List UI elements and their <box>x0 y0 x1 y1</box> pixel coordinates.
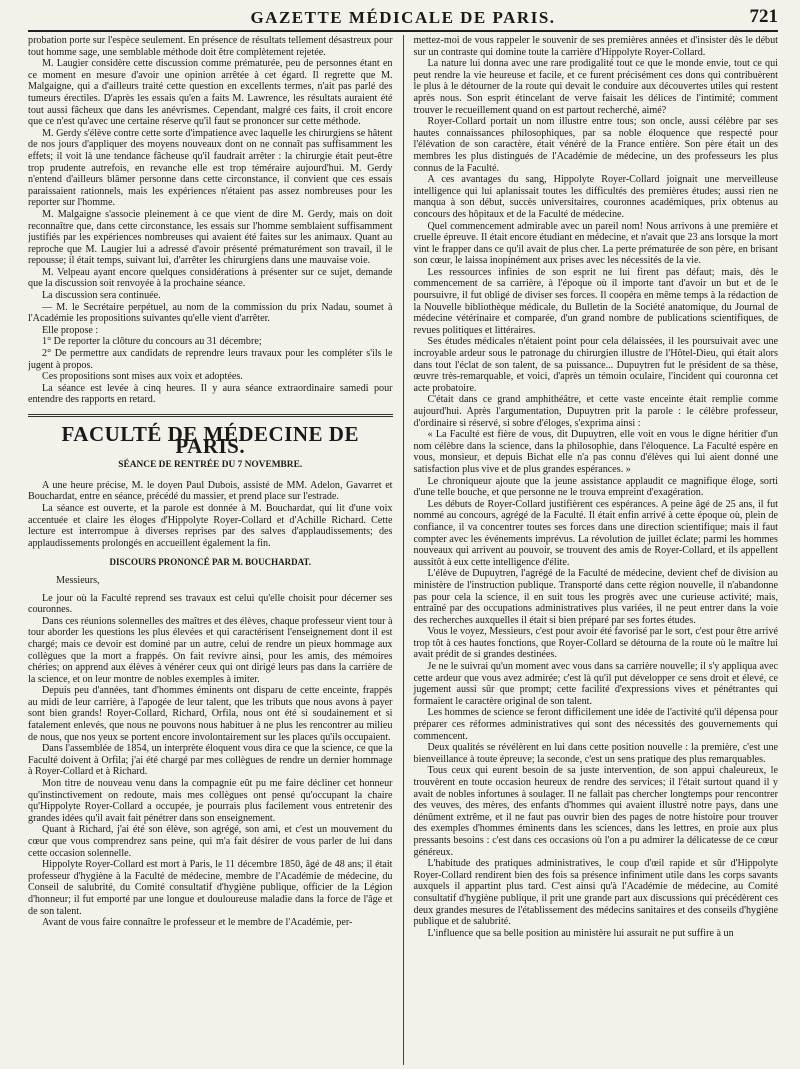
paragraph: A ces avantages du sang, Hippolyte Royer-Collard joignait une merveilleuse intelligence qui lui aplanissait toutes les difficultés des premières études; aussi rien ne manqua à son début, succès universitaires, couronnes académiques, prix obtenus au concours des hôpitaux et de la Faculté de médecine. <box>413 174 778 220</box>
paragraph: mettez-moi de vous rappeler le souvenir de ses premières années et d'insister dès le début sur un contraste qui domine toute la carrière d'Hippolyte Royer-Collard. <box>413 35 778 58</box>
paragraph: Deux qualités se révélèrent en lui dans cette position nouvelle : la première, c'est une bienveillance à toute épreuve; la seconde, c'est un sens pratique des plus remarquables. <box>413 742 778 765</box>
paragraph: Les ressources infinies de son esprit ne lui firent pas défaut; mais, dès le commencement de sa carrière, à l'époque où il importe tant d'avoir un but et de le poursuivre, il fut obligé de diviser ses forces. Il coopéra en même temps à la rédaction de la Nouvelle bibliothèque médicale, du Bulletin de la Société anatomique, du Journal de médecine vétérinaire et comparée, d'un grand nombre de publications scientifiques, de revues politiques et littéraires. <box>413 266 778 336</box>
seance-heading: SÉANCE DE RENTRÉE DU 7 NOVEMBRE. <box>118 460 303 471</box>
faculty-heading: FACULTÉ DE MÉDECINE DE PARIS. <box>61 422 359 458</box>
paragraph: M. Malgaigne s'associe pleinement à ce que vient de dire M. Gerdy, mais on doit reconnaître que, dans cette circonstance, les essais sur l'homme semblaient suffisamment justifiés par les expériences nombreuses qui avaient été faites sur les animaux. Quant au reproche que M. Laugier lui a adressé d'avoir présenté prématurément son travail, il le repousse; il était temps, suivant lui, d'arrêter les chirurgiens dans une mauvaise voie. <box>28 208 393 267</box>
paragraph: Quant à Richard, j'ai été son élève, son agrégé, son ami, et c'est un mouvement du cœur que vous comprendrez sans peine, qui m'a fait désirer de vous parler de lui dans cette occasion solennelle. <box>28 824 393 859</box>
paragraph: La discussion sera continuée. <box>42 290 161 302</box>
paragraph: — M. le Secrétaire perpétuel, au nom de la commission du prix Nadau, soumet à l'Académie les propositions suivantes qu'elle vient d'arrêter. <box>28 301 393 325</box>
paragraph: La séance est ouverte, et la parole est donnée à M. Bouchardat, qui lit d'une voix accentuée et claire les éloges d'Hippolyte Royer-Collard et d'Achille Richard. Cette lecture est interrompue à diverses reprises par des salves d'applaudissements; des applaudissements prolongés en accueillent également la fin. <box>28 502 393 549</box>
speech-text-left <box>28 593 393 929</box>
paragraph: Dans l'assemblée de 1854, un interprète éloquent vous dira ce que la science, ce que la Faculté doivent à Orfila; j'ai été chargé par mes collègues de rendre un dernier hommage à Royer-Collard et à Richard. <box>28 743 393 778</box>
paragraph: 2° De permettre aux candidats de reprendre leurs travaux pour les compléter s'ils le jugent à propos. <box>28 348 393 371</box>
page-header <box>28 0 778 32</box>
speech-text-right <box>414 35 779 939</box>
paragraph: La nature lui donna avec une rare prodigalité tout ce que le monde envie, tout ce qui peut rendre la vie heureuse et facile, et ce furent précisément ces dons qui contribuèrent le plus à le détourner de la route qui devait le conduire aux découvertes utiles qui restent après nous. Son esprit étincelant de verve faisait les délices de l'intimité; comment trouver le recueillement quand on est partout recherché, aimé? <box>413 58 778 116</box>
paragraph: Vous le voyez, Messieurs, c'est pour avoir été favorisé par le sort, c'est pour être arrivé trop tôt à ces hautes fonctions, que Royer-Collard se détourna de la route où le maître lui avait prédit de si grandes destinées. <box>413 626 778 661</box>
paragraph: Les hommes de science se feront difficilement une idée de l'activité qu'il dépensa pour préparer ces réformes administratives qui sont des nécessités des gouvernements qui commencent. <box>413 707 778 742</box>
journal-title: GAZETTE MÉDICALE DE PARIS. <box>250 8 556 27</box>
paragraph: Ses études médicales n'étaient point pour cela délaissées, il les poursuivait avec une incroyable ardeur sous le patronage du chirurgien illustre de l'Hôtel-Dieu, qui était alors dans tout l'éclat de son talent, de sa puissance... Dupuytren fut le président de sa thèse, œuvre très-remarquable, et voici, d'après un témoin oculaire, l'incident qui couronna cet acte probatoire. <box>413 336 778 394</box>
discours-heading: DISCOURS PRONONCÉ PAR M. BOUCHARDAT. <box>109 557 311 568</box>
academy-proceedings <box>28 35 393 406</box>
paragraph: 1° De reporter la clôture du concours au 31 décembre; <box>42 336 262 348</box>
paragraph: Quel commencement admirable avec un pareil nom! Nous arrivons à une première et cruelle épreuve. Il était encore étudiant en médecine, et n'avait que 23 ans lorsque la mort vint le frapper dans ce qu'il avait de plus cher. La perte prématurée de son père, en brisant son cœur, le laissa inopinément aux prises avec les nécessités de la vie. <box>413 220 778 267</box>
page-number: 721 <box>749 6 778 27</box>
paragraph: C'était dans ce grand amphithéâtre, et cette vaste enceinte était remplie comme aujourd'hui. Après l'argumentation, Dupuytren prit la parole : le célèbre professeur, d'ordinaire si réservé, si sobre d'éloges, s'exprima ainsi : <box>413 394 778 429</box>
left-column <box>28 35 404 1065</box>
paragraph: Je ne le suivrai qu'un moment avec vous dans sa carrière nouvelle; il s'y appliqua avec cette ardeur que vous avez admirée; c'est là qu'il put développer ce sens droit et élevé, ce jugement aussi sûr que prompt; cette facilité d'expressions vives et pénétrantes qui formaient le caractère original de son talent. <box>413 661 778 707</box>
paragraph: Elle propose : <box>42 324 99 336</box>
paragraph: probation porte sur l'espèce seulement. En présence de résultats tellement désastreux pour tout homme sage, une semblable méthode doit être complètement rejetée. <box>28 35 393 58</box>
section-divider <box>28 414 393 417</box>
paragraph: Royer-Collard portait un nom illustre entre tous; son oncle, aussi célèbre par ses hautes connaissances philosophiques, par sa noble éloquence que respecté pour l'élévation de son caractère, était vénéré de la France entière. Son père était un des membres les plus distingués de l'Académie de médecine, un des professeurs les plus connus de la Faculté. <box>413 116 778 174</box>
paragraph: Le jour où la Faculté reprend ses travaux est celui qu'elle choisit pour décerner ses couronnes. <box>28 592 393 616</box>
columns <box>28 35 778 1065</box>
paragraph: L'élève de Dupuytren, l'agrégé de la Faculté de médecine, devient chef de division au ministère de l'instruction publique. Transporté dans cette région nouvelle, il n'abandonne pas pour cela la science, il en suit tous les progrès avec une curieuse activité; mais, entraîné par des occupations administratives plus variées, il ne peut entrer dans la voie des recherches auxquelles il était si bien préparé par ses fortes études. <box>413 568 778 626</box>
paragraph: Le chroniqueur ajoute que la jeune assistance applaudit ce magnifique éloge, sorti d'une telle bouche, et que personne ne le trouva empreint d'exagération. <box>413 475 778 499</box>
paragraph: Mon titre de nouveau venu dans la compagnie eût pu me faire décliner cet honneur qu'instinctivement on redoute, mais mes collègues ont pensé qu'occupant la chaire qu'Hippolyte Royer-Collard a occupée, je pourrais plus facilement vous entretenir des grandes idées qu'il avait fait pénétrer dans son enseignement. <box>28 778 393 824</box>
paragraph: « La Faculté est fière de vous, dit Dupuytren, elle voit en vous le digne héritier d'un nom célèbre dans la science, dans la philosophie, dans l'éloquence. La Faculté espère en vous, monsieur, et depuis Bichat elle n'a pas connu d'élèves qui lui aient donné une satisfaction plus vive et de plus grandes espérances. » <box>413 429 778 475</box>
paragraph: L'habitude des pratiques administratives, le coup d'œil rapide et sûr d'Hippolyte Royer-Collard rendirent bien des fois sa présence infiniment utile dans les corps savants auxquels il appartint plus tard. C'est ainsi qu'à l'Académie de médecine, au Comité consultatif d'hygiène publique, il prit une grande part aux discussions qui précédèrent ces deux grandes mesures de l'établissement des médecins sanitaires et des conseils d'hygiène publique et de salubrité. <box>413 858 778 928</box>
paragraph: La séance est levée à cinq heures. Il y aura séance extraordinaire samedi pour entendre des rapports en retard. <box>28 382 393 406</box>
paragraph: Hippolyte Royer-Collard est mort à Paris, le 11 décembre 1850, âgé de 48 ans; il était professeur d'hygiène à la Faculté de médecine, membre de l'Académie de médecine, du Conseil de salubrité, du Comité consultatif d'hygiène publique, officier de la Légion d'honneur; il fut emporté par une longue et douloureuse maladie dans la force de l'âge et de son talent. <box>28 859 393 917</box>
paragraph: Depuis peu d'années, tant d'hommes éminents ont disparu de cette enceinte, frappés au midi de leur carrière, à l'apogée de leur talent, que les tributs que nous avons à payer sont bien grands! Royer-Collard, Richard, Orfila, nous ont été si soudainement et si fatalement enlevés, que nous ne pouvons nous habituer à ne plus les rencontrer au milieu de nous, que nos yeux se portent encore involontairement sur les places qu'ils occupaient. <box>28 685 393 743</box>
seance-report <box>28 480 393 550</box>
paragraph: Avant de vous faire connaître le professeur et le membre de l'Académie, per- <box>42 917 353 929</box>
paragraph: M. Gerdy s'élève contre cette sorte d'impatience avec laquelle les chirurgiens se hâtent de nos jours d'appliquer des moyens nouveaux dont on ne connaît pas suffisamment les effets; il voit là une tendance fâcheuse qu'il faudrait arrêter : la chirurgie était peut-être trop prudente autrefois, en revanche elle est trop téméraire aujourd'hui. M. Gerdy n'entend d'ailleurs blâmer personne dans cette circonstance, il convient que ces essais paraissaient rationnels, mais les expériences n'étaient pas assez nombreuses pour les reporter sur l'homme. <box>28 127 393 209</box>
paragraph: Les débuts de Royer-Collard justifièrent ces espérances. A peine âgé de 25 ans, il fut nommé au concours, agrégé de la Faculté. Il était enfin arrivé à cette époque où, plein de confiance, il va concentrer toutes ses forces dans une direction scientifique; mais il faut compter avec les événements imprévus. La révolution de juillet éclate; parmi les hommes nouveaux qui arrivent au pouvoir, se trouvent des amis de Royer-Collard, et ils appellent aussitôt à eux cette intelligence d'élite. <box>413 498 778 568</box>
salutation: Messieurs, <box>56 574 100 586</box>
paragraph: L'influence que sa belle position au ministère lui assurait ne put suffire à un <box>427 927 734 939</box>
paragraph: M. Laugier considère cette discussion comme prématurée, peu de personnes étant en ce moment en mesure d'avoir une opinion arrêtée à cet égard. Il regrette que M. Malgaigne, qui a d'ailleurs traité cette question en excellents termes, n'ait pas parlé des tumeurs érectiles. D'après les essais qu'en a faits M. Lawrence, les résultats auraient été tout aussi fâcheux que dans les anévrismes. Cependant, malgré ces faits, il croit encore que ce n'est qu'avec une certaine réserve qu'il faut se prononcer sur cette méthode. <box>28 58 393 128</box>
paragraph: A une heure précise, M. le doyen Paul Dubois, assisté de MM. Adelon, Gavarret et Bouchardat, entre en séance, précédé du massier, et prend place sur l'estrade. <box>28 479 393 503</box>
paragraph: Tous ceux qui eurent besoin de sa juste intervention, de son appui chaleureux, le trouvèrent en toute occasion heureux de rendre des services; il l'était surtout quand il y avait de nobles infortunes à soulager. Il ne fallait pas chercher longtemps pour rencontrer des veuves, des mères, des enfants d'hommes qui avaient illustré notre pays, dans une dénûment extrême, et il ne faut pas ouvrir bien des pages de notre histoire pour trouver des exemples d'hommes éminents dans les sciences, dans les lettres, en proie aux plus pressants besoins : c'est dans ces occasions où l'on a pu admirer la délicatesse de ce cœur généreux. <box>413 765 778 858</box>
right-column <box>404 35 779 1065</box>
paragraph: Ces propositions sont mises aux voix et adoptées. <box>42 371 243 383</box>
paragraph: M. Velpeau ayant encore quelques considérations à présenter sur ce sujet, demande que la discussion soit renvoyée à la prochaine séance. <box>28 266 393 290</box>
paragraph: Dans ces réunions solennelles des maîtres et des élèves, chaque professeur vient tour à tour aborder les questions les plus élevées et qui caractérisent l'enseignement dont il est chargé; mais ce devoir est dominé par un autre, celui de rendre un pieux hommage aux collègues que la mort a frappés. On fait revivre ainsi, pour les amis, des mémoires chéries; on apprend aux élèves à vénérer ceux qui ont dirigé leurs pas dans la carrière de la science, et on leur montre de nobles exemples à imiter. <box>28 615 393 685</box>
